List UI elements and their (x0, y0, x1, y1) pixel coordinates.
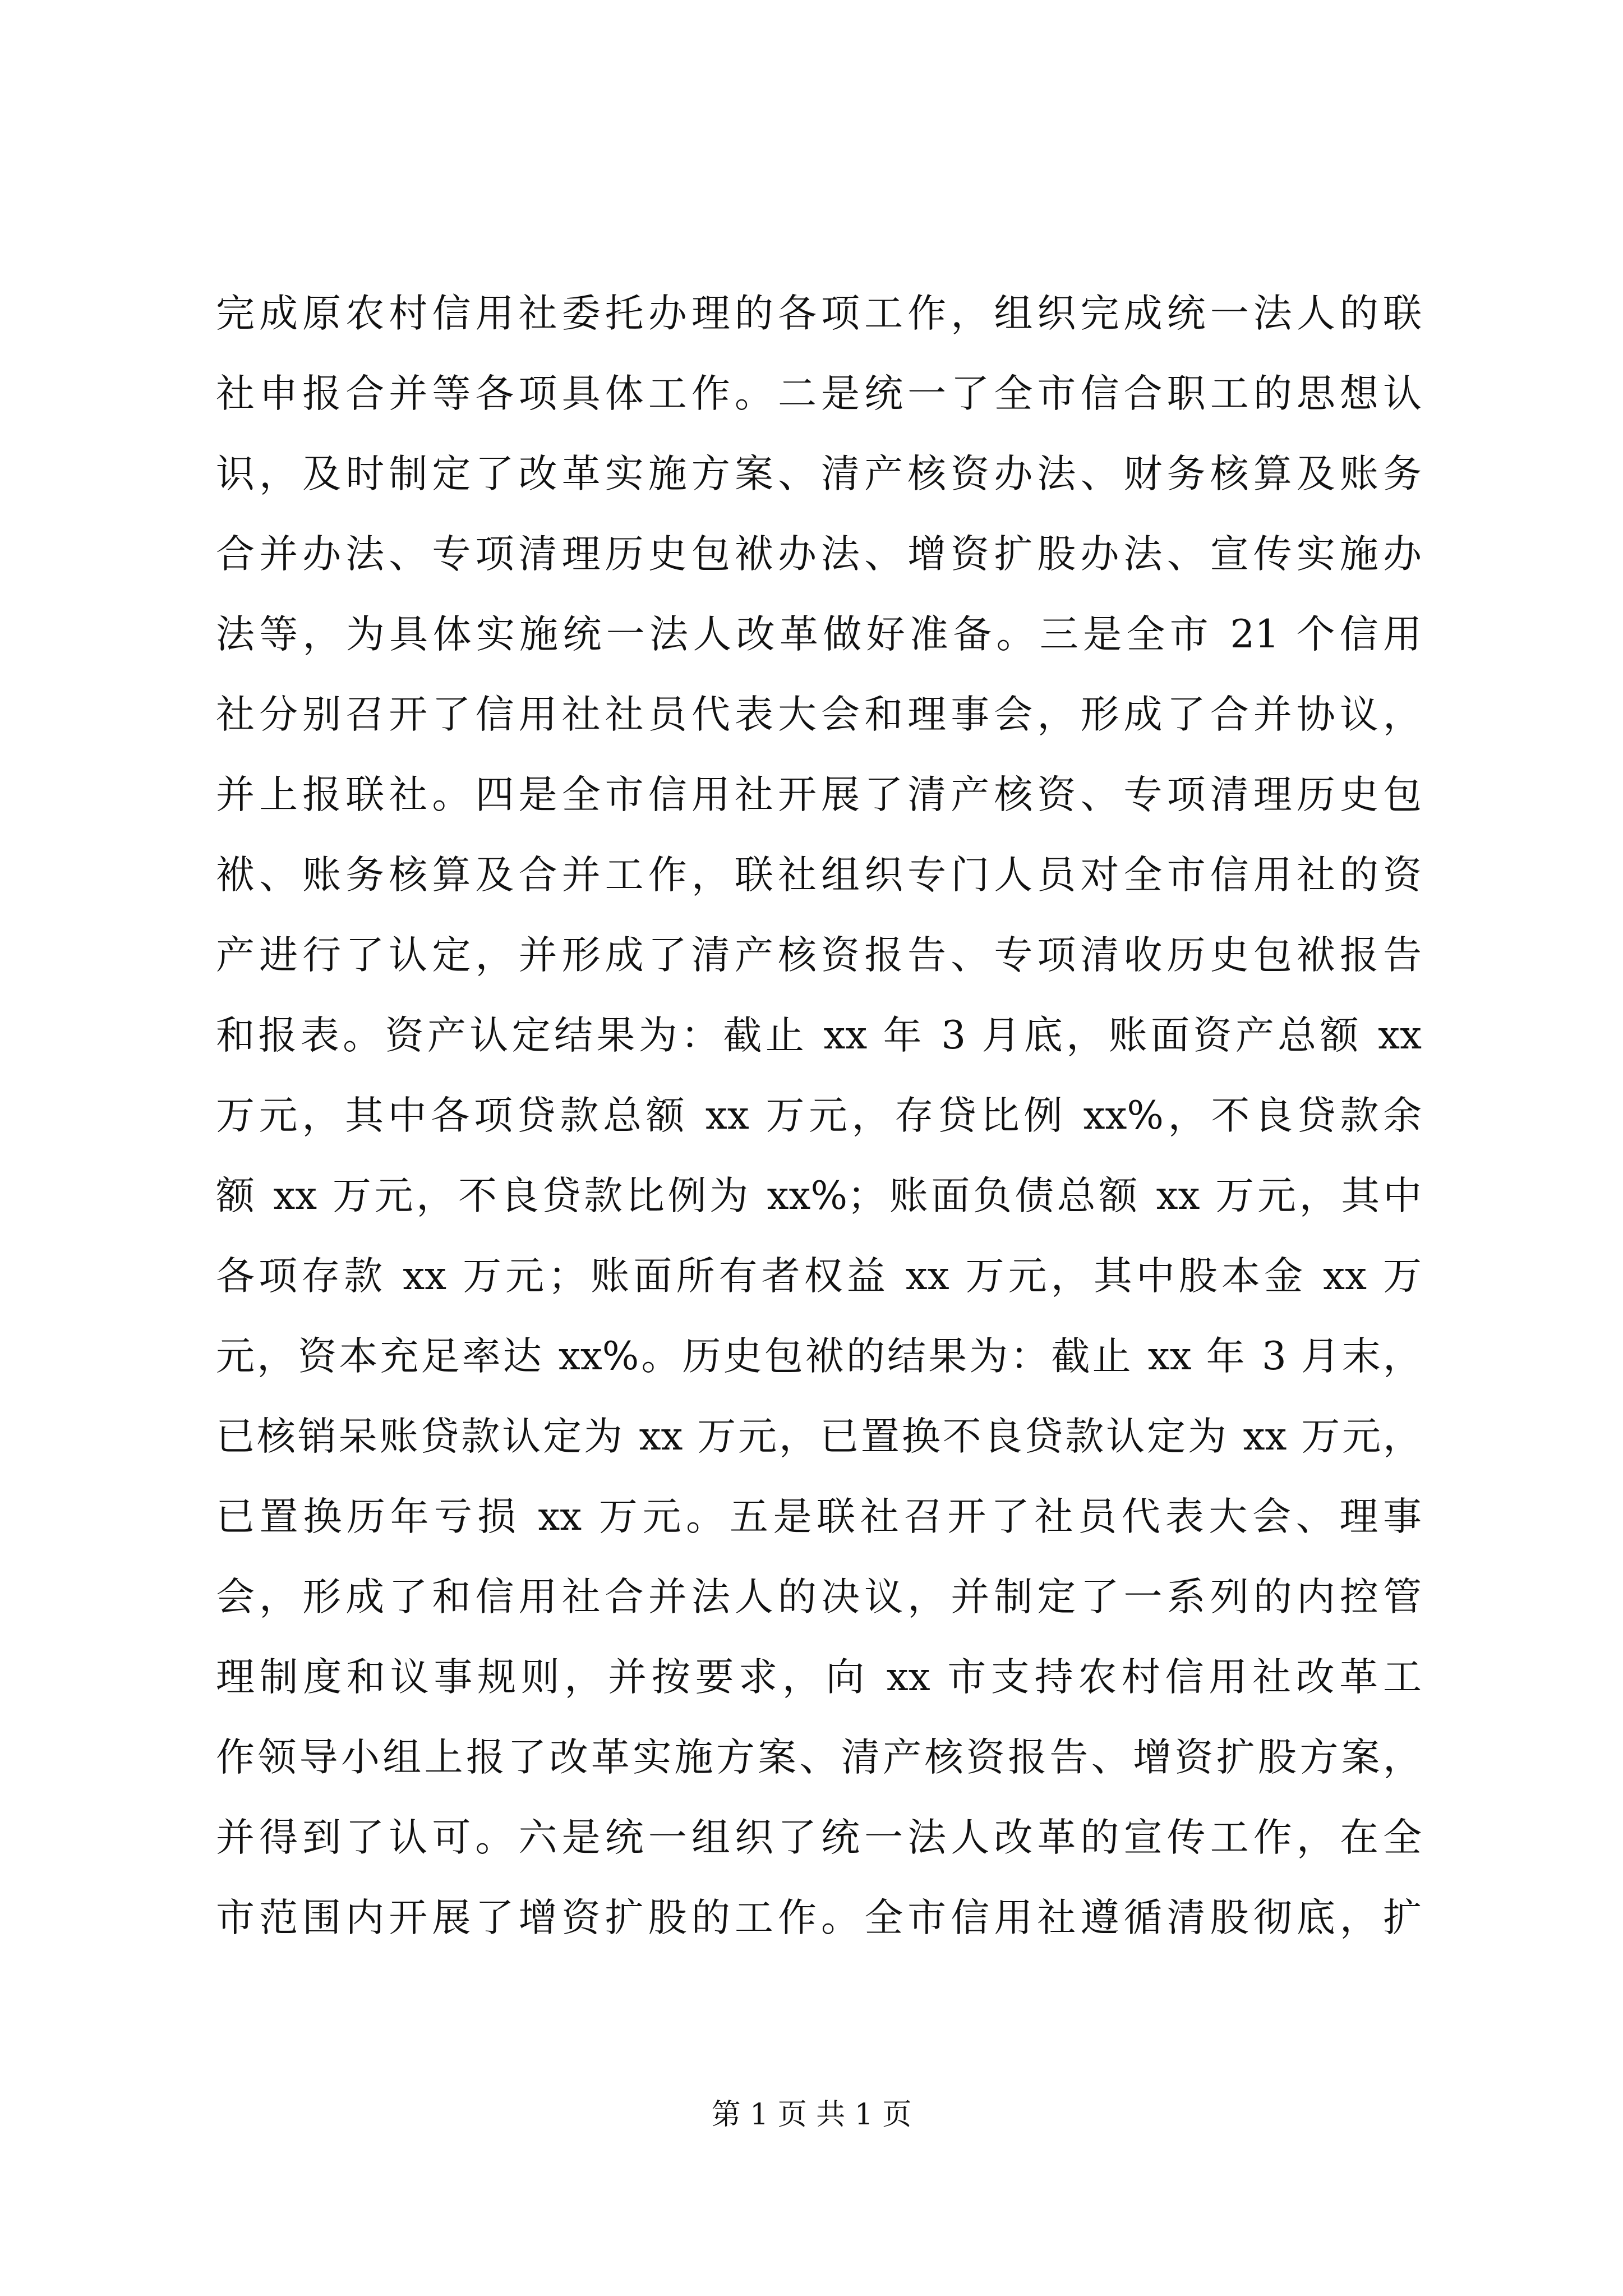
text-line: 已置换历年亏损 xx 万元。五是联社召开了社员代表大会、理事 (216, 1494, 1422, 1539)
text-line: 社分别召开了信用社社员代表大会和理事会，形成了合并协议， (216, 692, 1422, 737)
text-line: 完成原农村信用社委托办理的各项工作，组织完成统一法人的联 (216, 291, 1422, 336)
text-line: 并得到了认可。六是统一组织了统一法人改革的宣传工作，在全 (216, 1815, 1422, 1860)
text-line: 额 xx 万元，不良贷款比例为 xx%；账面负债总额 xx 万元，其中 (216, 1174, 1422, 1218)
text-line: 万元，其中各项贷款总额 xx 万元，存贷比例 xx%，不良贷款余 (216, 1093, 1422, 1138)
text-line: 元，资本充足率达 xx%。历史包袱的结果为：截止 xx 年 3 月末， (216, 1334, 1422, 1379)
text-line: 作领导小组上报了改革实施方案、清产核资报告、增资扩股方案， (216, 1735, 1422, 1780)
page-footer (0, 2095, 1623, 2134)
body-paragraph (216, 274, 1422, 1958)
text-line: 袱、账务核算及合并工作，联社组织专门人员对全市信用社的资 (216, 853, 1422, 898)
text-line: 理制度和议事规则，并按要求，向 xx 市支持农村信用社改革工 (216, 1655, 1422, 1700)
text-line: 各项存款 xx 万元；账面所有者权益 xx 万元，其中股本金 xx 万 (216, 1254, 1422, 1299)
text-line: 产进行了认定，并形成了清产核资报告、专项清收历史包袱报告 (216, 933, 1422, 978)
text-line: 识，及时制定了改革实施方案、清产核资办法、财务核算及账务 (216, 452, 1422, 496)
text-line: 合并办法、专项清理历史包袱办法、增资扩股办法、宣传实施办 (216, 532, 1422, 577)
text-line: 法等，为具体实施统一法人改革做好准备。三是全市 21 个信用 (216, 612, 1422, 657)
text-line: 并上报联社。四是全市信用社开展了清产核资、专项清理历史包 (216, 772, 1422, 817)
page-number-label: 第 1 页 共 1 页 (711, 2098, 912, 2132)
text-line: 已核销呆账贷款认定为 xx 万元，已置换不良贷款认定为 xx 万元， (216, 1414, 1422, 1459)
text-line: 会，形成了和信用社合并法人的决议，并制定了一系列的内控管 (216, 1575, 1422, 1619)
text-line: 社申报合并等各项具体工作。二是统一了全市信合职工的思想认 (216, 371, 1422, 416)
text-line: 市范围内开展了增资扩股的工作。全市信用社遵循清股彻底，扩 (216, 1895, 1422, 1940)
text-line: 和报表。资产认定结果为：截止 xx 年 3 月底，账面资产总额 xx (216, 1013, 1422, 1058)
